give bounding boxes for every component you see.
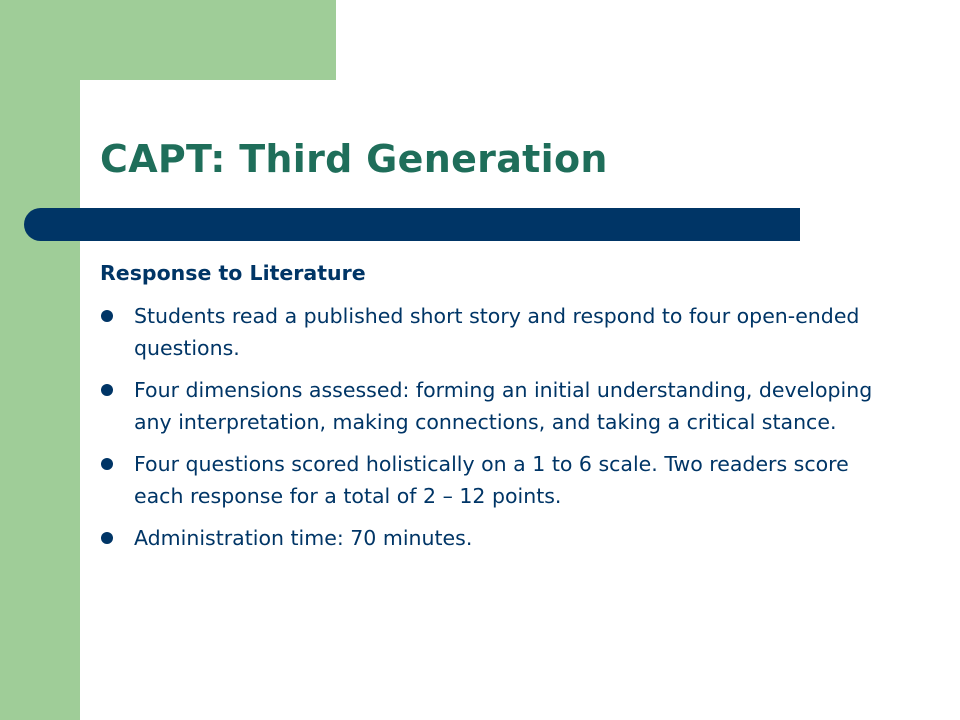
title-underline-bar xyxy=(24,208,800,241)
bullet-item xyxy=(100,522,900,554)
bullet-item xyxy=(100,448,900,512)
bullet-dot-icon xyxy=(101,384,113,396)
bullet-dot-icon xyxy=(101,532,113,544)
bullet-dot-icon xyxy=(101,458,113,470)
bullet-text: Students read a published short story and respond to four open-ended questions. xyxy=(134,304,860,360)
bullet-list xyxy=(100,300,900,554)
green-top-panel xyxy=(0,0,336,80)
bullet-text: Four dimensions assessed: forming an initial understanding, developing any interpretation, making connections, and taking a critical stance. xyxy=(134,378,873,434)
bullet-item xyxy=(100,374,900,438)
bullet-text: Four questions scored holistically on a 1 to 6 scale. Two readers score each response for a total of 2 – 12 points. xyxy=(134,452,849,508)
section-heading: Response to Literature xyxy=(100,261,366,285)
green-side-panel xyxy=(0,0,80,720)
bullet-item xyxy=(100,300,900,364)
slide-body xyxy=(100,258,900,564)
bullet-text: Administration time: 70 minutes. xyxy=(134,526,473,550)
slide-title: CAPT: Third Generation xyxy=(100,137,608,181)
bullet-dot-icon xyxy=(101,310,113,322)
